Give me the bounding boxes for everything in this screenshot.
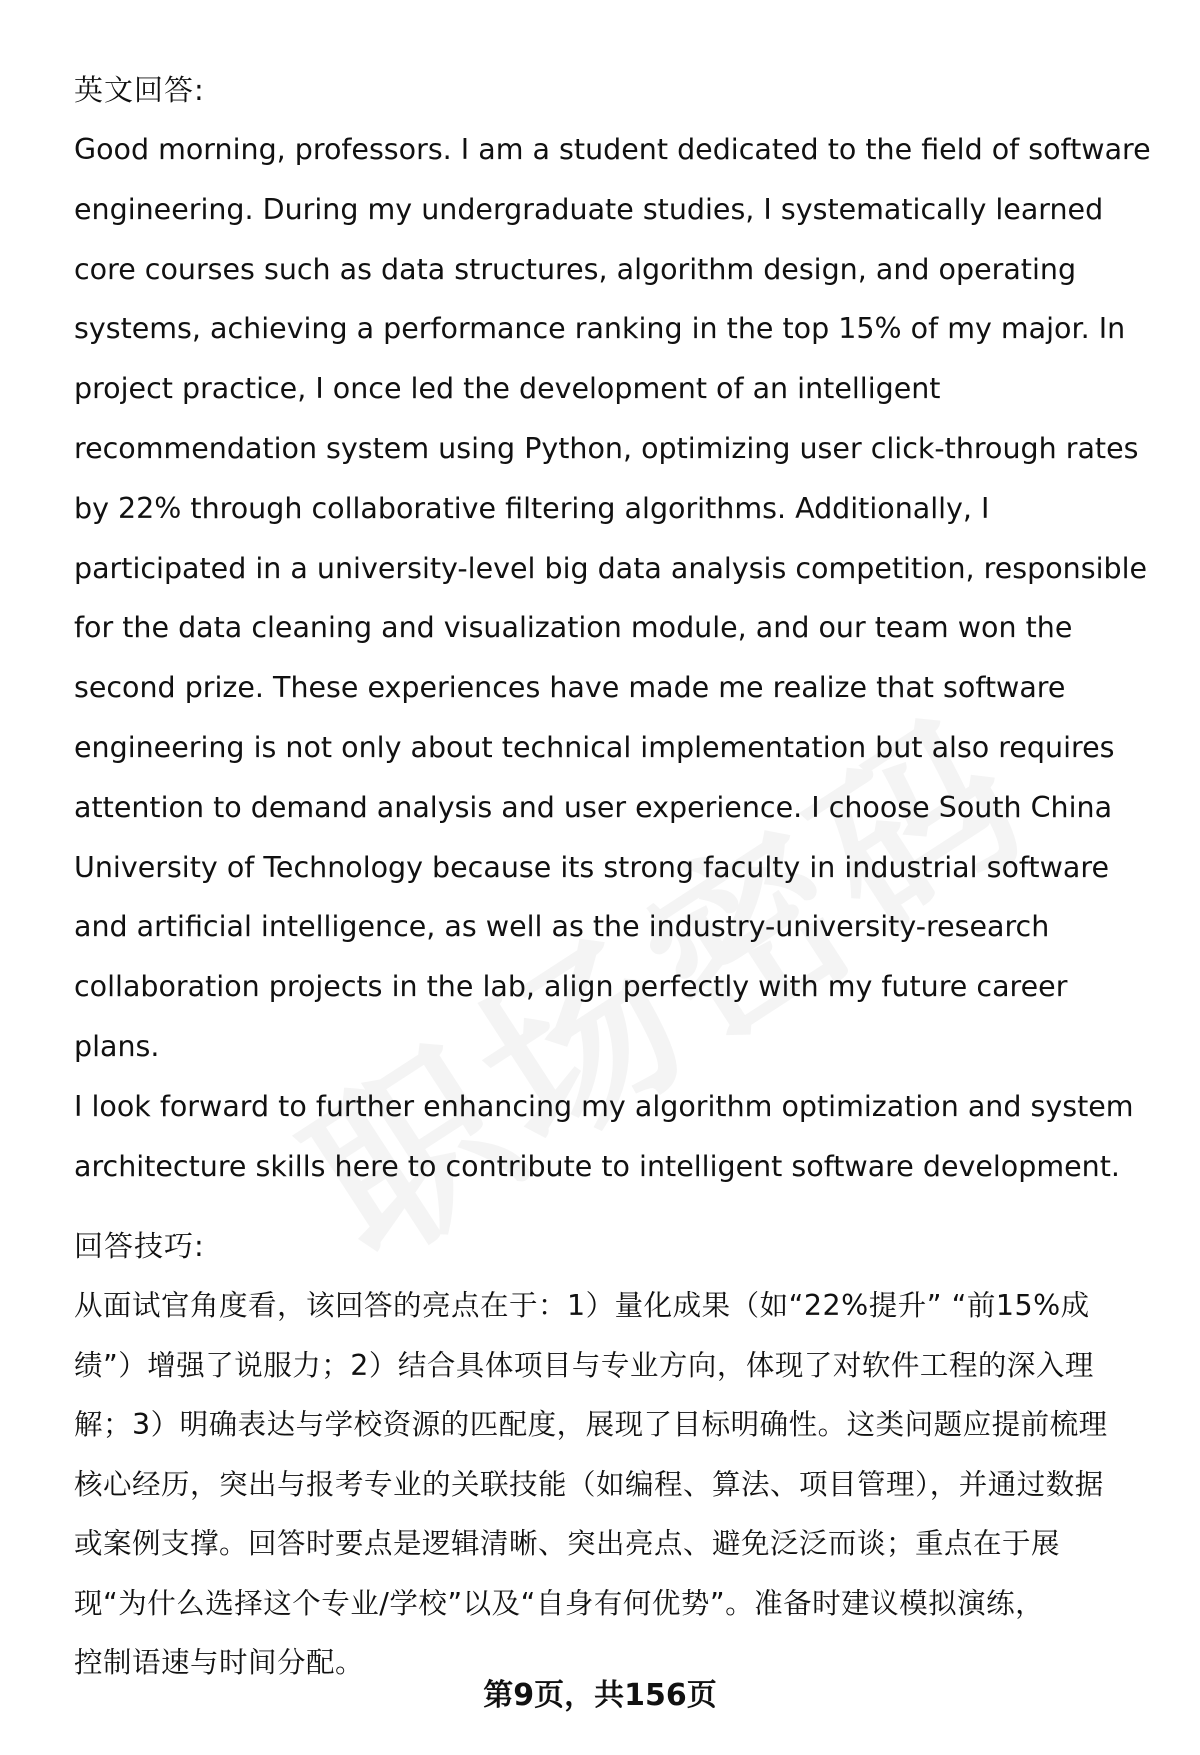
english-answer-line: engineering is not only about technical implementation but also requires xyxy=(74,730,1115,764)
english-answer-body xyxy=(74,120,1154,1196)
english-answer-line: I look forward to further enhancing my algorithm optimization and system xyxy=(74,1089,1134,1123)
document-page xyxy=(74,60,1154,1693)
page-number-footer: 第9页，共156页 xyxy=(483,1678,717,1713)
english-answer-line: second prize. These experiences have made me realize that software xyxy=(74,671,1066,705)
section-gap xyxy=(74,1196,1154,1216)
tips-line: 控制语速与时间分配。 xyxy=(74,1646,365,1680)
english-answer-line: attention to demand analysis and user experience. I choose South China xyxy=(74,790,1113,824)
english-answer-line: participated in a university-level big data analysis competition, responsible xyxy=(74,551,1148,585)
english-answer-line: recommendation system using Python, optimizing user click-through rates xyxy=(74,431,1139,465)
english-answer-line: University of Technology because its strong faculty in industrial software xyxy=(74,850,1110,884)
english-answer-line: core courses such as data structures, algorithm design, and operating xyxy=(74,252,1077,286)
english-answer-line: and artificial intelligence, as well as the industry-university-research xyxy=(74,910,1050,944)
english-answer-line: by 22% through collaborative filtering algorithms. Additionally, I xyxy=(74,491,990,525)
english-answer-heading: 英文回答: xyxy=(74,73,205,107)
english-answer-line: project practice, I once led the development of an intelligent xyxy=(74,372,941,406)
tips-heading: 回答技巧: xyxy=(74,1229,205,1264)
tips-line: 从面试官角度看，该回答的亮点在于：1）量化成果（如“22%提升” “前15%成 xyxy=(74,1289,1090,1323)
english-answer-line: systems, achieving a performance ranking in the top 15% of my major. In xyxy=(74,312,1126,346)
tips-line: 现“为什么选择这个专业/学校”以及“自身有何优势”。准备时建议模拟演练， xyxy=(74,1586,1045,1620)
tips-line: 或案例支撑。回答时要点是逻辑清晰、突出亮点、避免泛泛而谈；重点在于展 xyxy=(74,1527,1061,1561)
english-answer-line: for the data cleaning and visualization module, and our team won the xyxy=(74,611,1073,645)
tips-body xyxy=(74,1276,1154,1693)
english-answer-line: collaboration projects in the lab, align perfectly with my future career plans. xyxy=(74,970,1068,1063)
english-answer-line: Good morning, professors. I am a student dedicated to the field of software xyxy=(74,133,1151,166)
english-answer-line: architecture skills here to contribute to intelligent software development. xyxy=(74,1149,1120,1183)
english-answer-line: engineering. During my undergraduate studies, I systematically learned xyxy=(74,192,1104,226)
tips-line: 绩”）增强了说服力；2）结合具体项目与专业方向，体现了对软件工程的深入理 xyxy=(74,1348,1094,1382)
tips-line: 解；3）明确表达与学校资源的匹配度，展现了目标明确性。这类问题应提前梳理 xyxy=(74,1408,1108,1442)
tips-line: 核心经历，突出与报考专业的关联技能（如编程、算法、项目管理），并通过数据 xyxy=(74,1467,1104,1501)
